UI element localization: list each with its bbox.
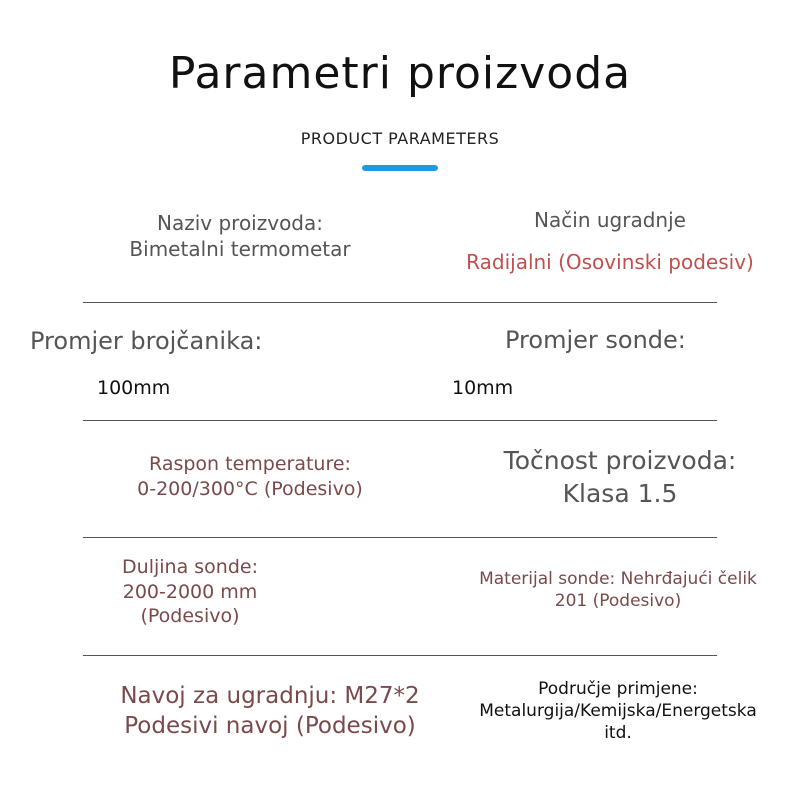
accent-bar [362, 165, 438, 171]
dial-diameter-label: Promjer brojčanika: [30, 327, 263, 355]
probe-material-cell [440, 568, 796, 612]
thread-cell [80, 682, 460, 742]
installation-value: Radijalni (Osovinski podesiv) [466, 250, 754, 274]
probe-length-label: Duljina sonde: [122, 556, 258, 578]
page-title: Parametri proizvoda [168, 48, 632, 99]
probe-material-value: 201 (Podesivo) [554, 591, 682, 612]
accuracy-cell [440, 445, 800, 510]
probe-diameter-label: Promjer sonde: [505, 326, 686, 354]
installation-cell [440, 207, 780, 275]
accuracy-label: Točnost proizvoda: [503, 446, 737, 475]
thread-value: Podesivi navoj (Podesivo) [124, 712, 416, 739]
accuracy-value: Klasa 1.5 [562, 478, 678, 508]
probe-length-cell [70, 555, 310, 629]
row-divider [83, 420, 717, 421]
probe-diameter-value: 10mm [452, 377, 514, 399]
thread-label: Navoj za ugradnju: M27*2 [120, 683, 420, 709]
application-label: Područje primjene: [538, 679, 698, 699]
probe-length-note: (Podesivo) [140, 605, 240, 628]
product-name-value: Bimetalni termometar [129, 237, 351, 261]
application-value: Metalurgija/Kemijska/Energetska [479, 701, 757, 722]
row-divider [83, 655, 717, 656]
page-subtitle: PRODUCT PARAMETERS [300, 129, 500, 148]
temperature-range-value: 0-200/300°C (Podesivo) [137, 477, 363, 500]
probe-length-value: 200-2000 mm [122, 580, 258, 603]
temperature-range-cell [70, 452, 430, 501]
product-name-cell [70, 210, 410, 262]
application-cell [448, 678, 788, 744]
dial-diameter-value: 100mm [97, 377, 171, 399]
row-divider [83, 302, 717, 303]
product-name-label: Naziv proizvoda: [157, 211, 323, 235]
application-note: itd. [604, 723, 632, 744]
row-divider [83, 537, 717, 538]
probe-material-label: Materijal sonde: Nehrđajući čelik [479, 569, 757, 589]
installation-label: Način ugradnje [534, 208, 686, 232]
temperature-range-label: Raspon temperature: [149, 453, 351, 475]
